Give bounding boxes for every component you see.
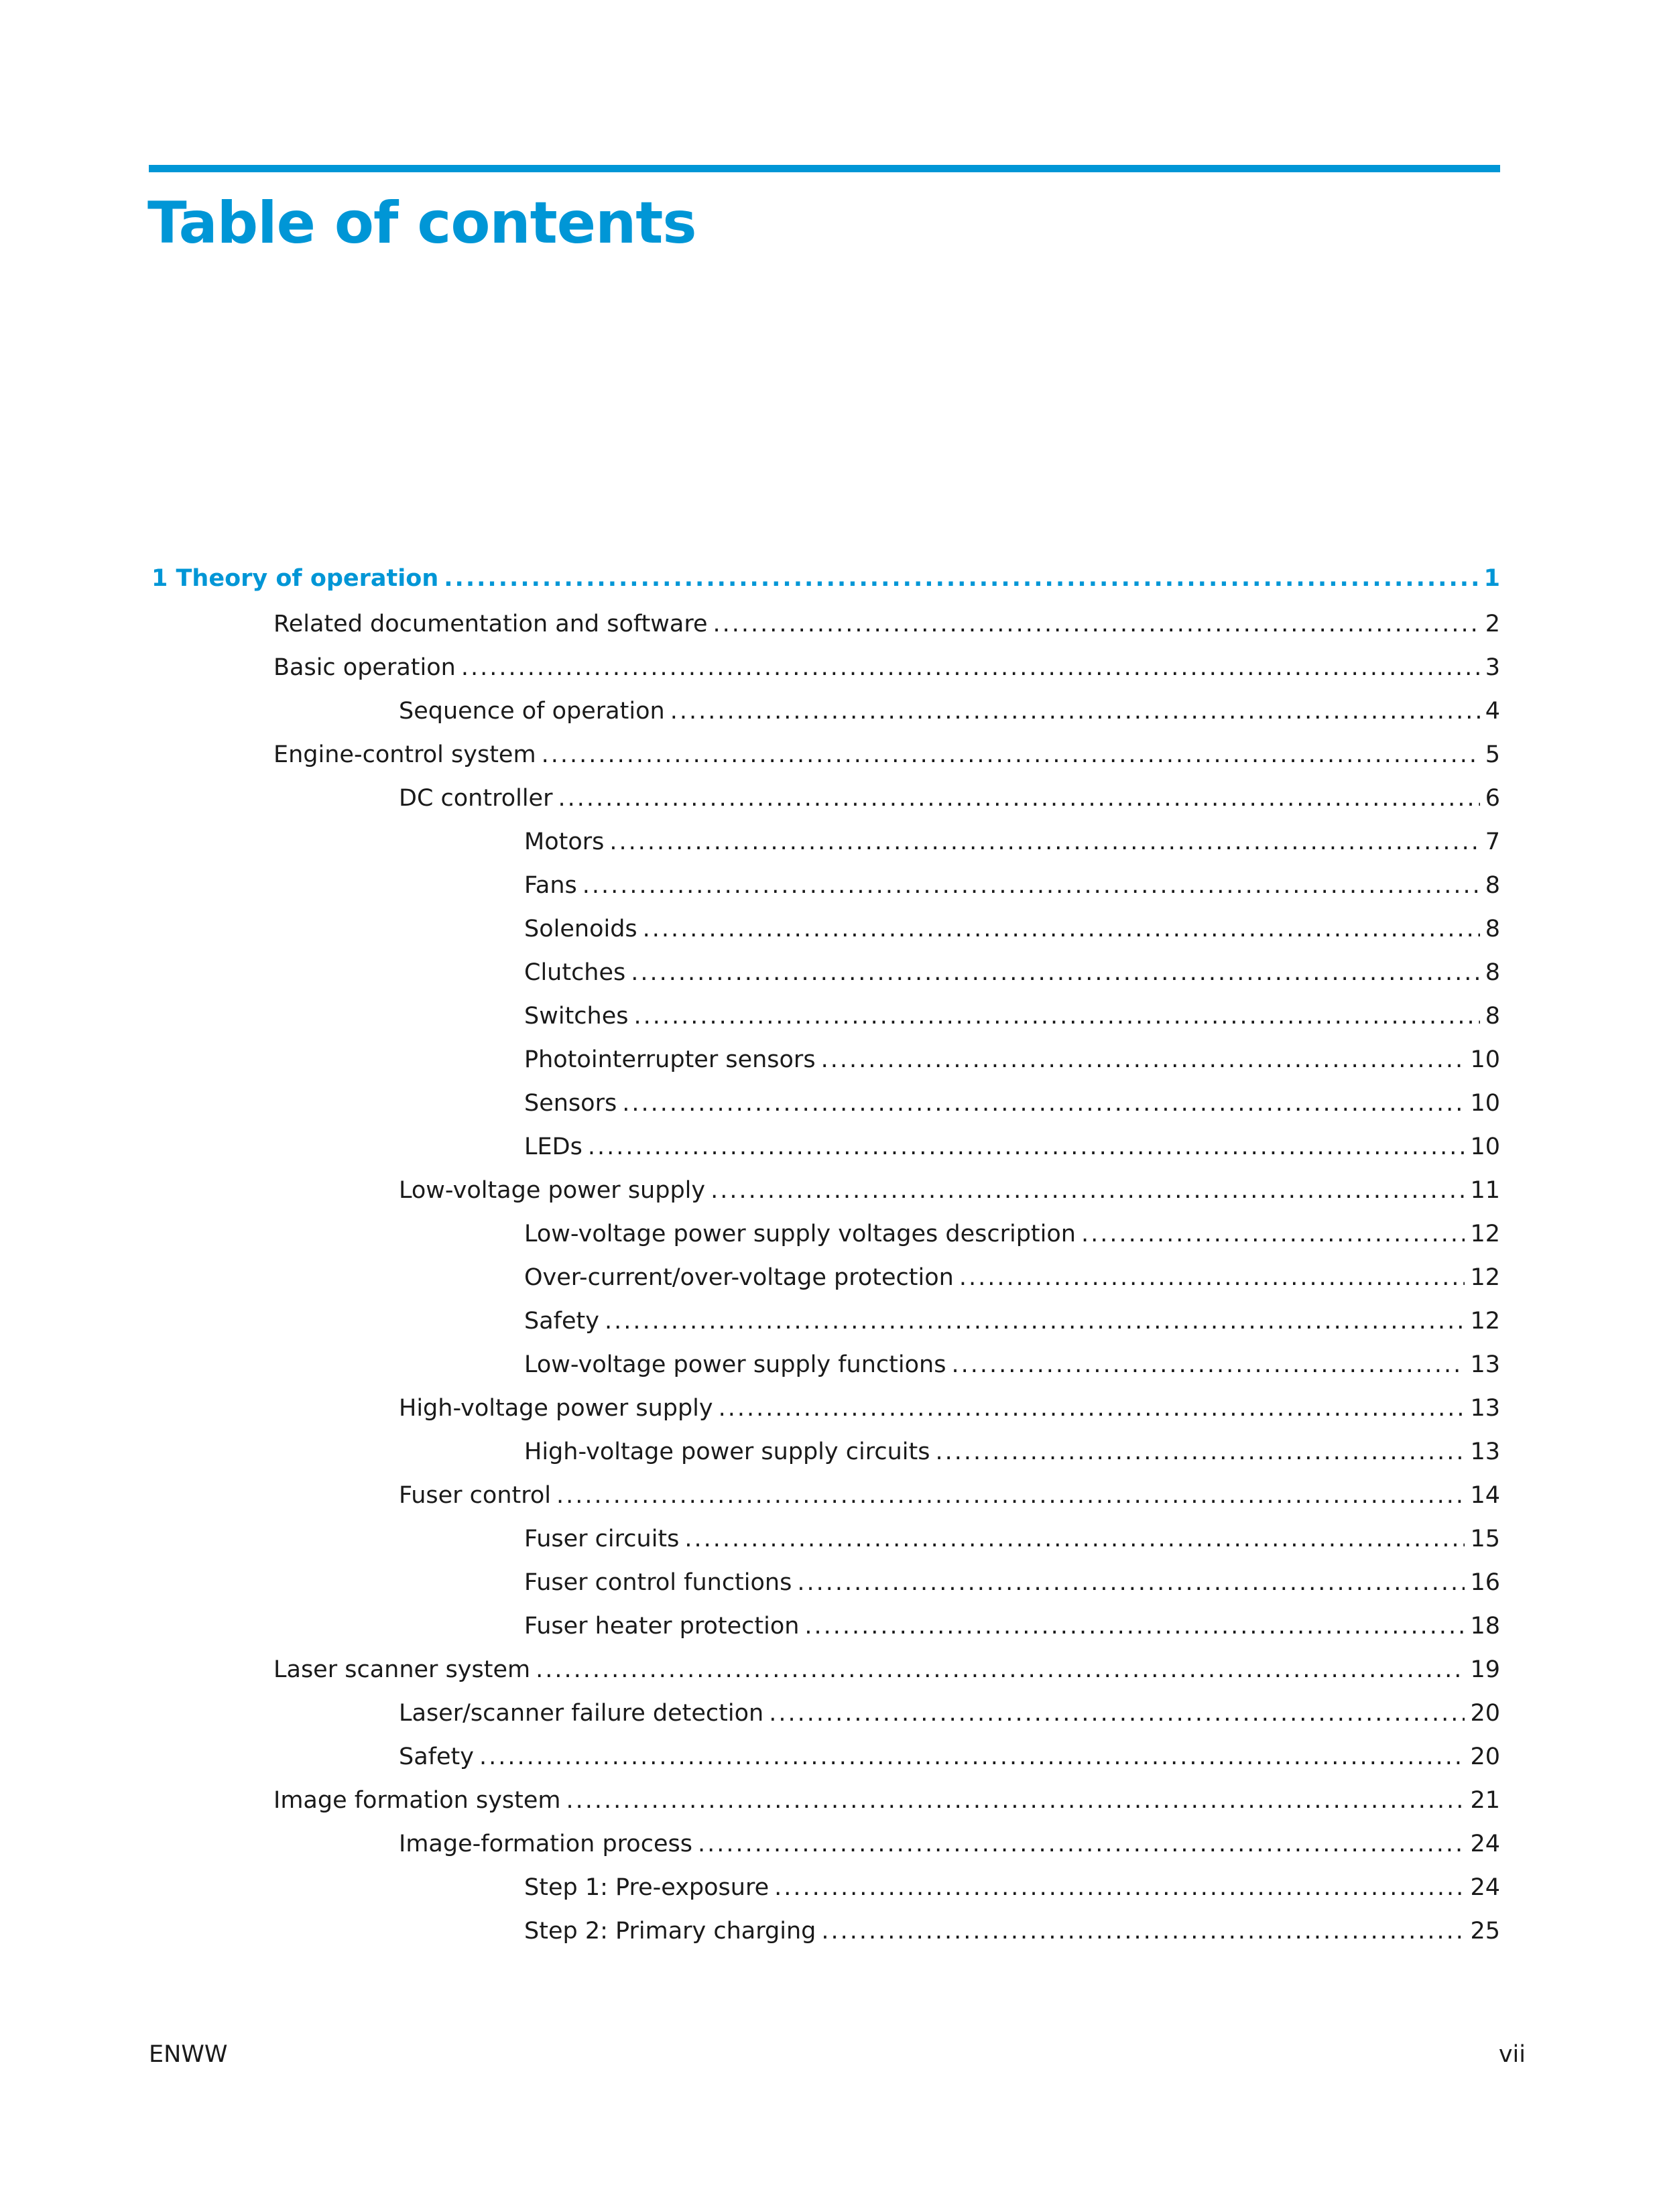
toc-entry[interactable] — [399, 1479, 1500, 1512]
dot-leader — [536, 1653, 1465, 1686]
toc-entry[interactable] — [524, 1435, 1500, 1469]
toc-entry-page: 19 — [1470, 1656, 1500, 1683]
toc-entry-page: 12 — [1470, 1221, 1500, 1247]
toc-entry[interactable] — [524, 1566, 1500, 1599]
toc-entry-page: 16 — [1470, 1569, 1500, 1596]
toc-entry-title: Basic operation — [273, 654, 456, 681]
toc-entry-page: 25 — [1470, 1918, 1500, 1945]
toc-entry-title: Engine-control system — [273, 741, 536, 768]
dot-leader — [631, 956, 1479, 989]
toc-entry[interactable] — [524, 1871, 1500, 1904]
dot-leader — [698, 1827, 1465, 1861]
toc-entry-title: Switches — [524, 1003, 629, 1030]
toc-entry-page: 8 — [1485, 916, 1500, 942]
toc-entry-title: Fuser heater protection — [524, 1613, 800, 1640]
dot-leader — [959, 1261, 1465, 1294]
toc-entry[interactable] — [399, 1827, 1500, 1861]
dot-leader — [774, 1871, 1465, 1904]
toc-entry-page: 5 — [1485, 741, 1500, 768]
toc-entry[interactable] — [399, 1740, 1500, 1774]
toc-entry-title: Low-voltage power supply — [399, 1177, 706, 1204]
toc-entry[interactable] — [524, 1609, 1500, 1643]
dot-leader — [444, 562, 1478, 595]
dot-leader — [556, 1479, 1465, 1512]
toc-entry-page: 24 — [1470, 1831, 1500, 1857]
toc-entry-title: Over-current/over-voltage protection — [524, 1264, 954, 1291]
dot-leader — [479, 1740, 1465, 1774]
toc-entry[interactable] — [524, 912, 1500, 946]
dot-leader — [566, 1784, 1465, 1817]
toc-entry[interactable] — [273, 1784, 1500, 1817]
toc-entry-page: 2 — [1485, 611, 1500, 637]
toc-entry-title: Image formation system — [273, 1787, 561, 1814]
toc-entry-page: 10 — [1470, 1133, 1500, 1160]
dot-leader — [633, 999, 1479, 1033]
toc-entry[interactable] — [273, 738, 1500, 772]
toc-chapter-entry[interactable] — [149, 562, 1500, 595]
toc-entry-title: Laser scanner system — [273, 1656, 531, 1683]
dot-leader — [622, 1087, 1465, 1120]
page-number: vii — [1498, 2041, 1526, 2068]
toc-entry-page: 7 — [1485, 828, 1500, 855]
toc-entry-title: Sequence of operation — [399, 698, 665, 725]
toc-entry-title: Image-formation process — [399, 1831, 692, 1857]
dot-leader — [821, 1914, 1465, 1948]
toc-entry-title: Fuser control — [399, 1482, 552, 1509]
dot-leader — [713, 607, 1480, 641]
dot-leader — [711, 1174, 1465, 1207]
toc-entry-title: Solenoids — [524, 916, 637, 942]
toc-entry-page: 20 — [1470, 1743, 1500, 1770]
toc-entry-page: 13 — [1470, 1438, 1500, 1465]
toc-entry[interactable] — [524, 1130, 1500, 1164]
toc-entry-title: Related documentation and software — [273, 611, 708, 637]
toc-entry-title: Safety — [399, 1743, 474, 1770]
toc-entry-title: Fans — [524, 872, 577, 899]
toc-entry-page: 12 — [1470, 1308, 1500, 1335]
toc-entry[interactable] — [524, 1043, 1500, 1077]
toc-entry[interactable] — [524, 869, 1500, 902]
toc-entry-title: Low-voltage power supply voltages description — [524, 1221, 1076, 1247]
toc-entry-page: 14 — [1470, 1482, 1500, 1509]
dot-leader — [1081, 1217, 1465, 1251]
toc-entry-page: 8 — [1485, 959, 1500, 986]
toc-entry[interactable] — [524, 1914, 1500, 1948]
toc-entry[interactable] — [399, 1392, 1500, 1425]
toc-entry-title: Step 1: Pre-exposure — [524, 1874, 770, 1901]
toc-entry[interactable] — [524, 825, 1500, 859]
toc-entry-title: 1 Theory of operation — [151, 565, 439, 592]
toc-entry-title: Motors — [524, 828, 605, 855]
toc-entry-title: High-voltage power supply circuits — [524, 1438, 930, 1465]
toc-entry-page: 13 — [1470, 1395, 1500, 1422]
toc-entry-title: Fuser circuits — [524, 1526, 680, 1552]
dot-leader — [821, 1043, 1465, 1077]
toc-entry[interactable] — [399, 1697, 1500, 1730]
toc-entry-title: Photointerrupter sensors — [524, 1046, 816, 1073]
toc-entry[interactable] — [273, 651, 1500, 684]
dot-leader — [582, 869, 1480, 902]
toc-entry-page: 24 — [1470, 1874, 1500, 1901]
toc-entry-page: 3 — [1485, 654, 1500, 681]
toc-entry-page: 15 — [1470, 1526, 1500, 1552]
toc-entry[interactable] — [524, 1304, 1500, 1338]
toc-entry[interactable] — [399, 782, 1500, 815]
toc-entry-title: Sensors — [524, 1090, 617, 1117]
toc-entry-title: Step 2: Primary charging — [524, 1918, 816, 1945]
toc-entry[interactable] — [399, 1174, 1500, 1207]
toc-entry[interactable] — [273, 607, 1500, 641]
toc-entry-page: 21 — [1470, 1787, 1500, 1814]
dot-leader — [935, 1435, 1465, 1469]
toc-entry-title: Laser/scanner failure detection — [399, 1700, 764, 1727]
dot-leader — [804, 1609, 1465, 1643]
dot-leader — [797, 1566, 1465, 1599]
toc-entry[interactable] — [524, 1087, 1500, 1120]
toc-entry-page: 18 — [1470, 1613, 1500, 1640]
table-of-contents — [149, 0, 1500, 2212]
toc-entry-page: 6 — [1485, 785, 1500, 812]
toc-entry[interactable] — [399, 694, 1500, 728]
toc-entry[interactable] — [524, 1261, 1500, 1294]
footer-label: ENWW — [149, 2041, 228, 2068]
toc-entry-title: LEDs — [524, 1133, 582, 1160]
dot-leader — [605, 1304, 1465, 1338]
toc-entry-title: Safety — [524, 1308, 599, 1335]
dot-leader — [951, 1348, 1465, 1381]
toc-entry-title: DC controller — [399, 785, 553, 812]
dot-leader — [643, 912, 1480, 946]
toc-entry-page: 4 — [1485, 698, 1500, 725]
toc-entry[interactable] — [273, 1653, 1500, 1686]
toc-entry[interactable] — [524, 1217, 1500, 1251]
dot-leader — [461, 651, 1480, 684]
page-title: Table of contents — [147, 190, 696, 257]
toc-entry-title: Fuser control functions — [524, 1569, 792, 1596]
dot-leader — [542, 738, 1480, 772]
toc-entry-page: 12 — [1470, 1264, 1500, 1291]
toc-entry-page: 10 — [1470, 1046, 1500, 1073]
toc-entry-page: 1 — [1483, 565, 1500, 592]
toc-entry-title: Clutches — [524, 959, 626, 986]
toc-entry[interactable] — [524, 1522, 1500, 1556]
toc-entry[interactable] — [524, 999, 1500, 1033]
dot-leader — [769, 1697, 1465, 1730]
dot-leader — [684, 1522, 1465, 1556]
dot-leader — [670, 694, 1480, 728]
toc-entry-title: Low-voltage power supply functions — [524, 1351, 946, 1378]
toc-entry-page: 10 — [1470, 1090, 1500, 1117]
dot-leader — [558, 782, 1479, 815]
toc-entry[interactable] — [524, 1348, 1500, 1381]
toc-entry[interactable] — [524, 956, 1500, 989]
toc-entry-page: 13 — [1470, 1351, 1500, 1378]
toc-entry-page: 8 — [1485, 872, 1500, 899]
toc-entry-title: High-voltage power supply — [399, 1395, 713, 1422]
dot-leader — [609, 825, 1479, 859]
dot-leader — [588, 1130, 1465, 1164]
toc-entry-page: 20 — [1470, 1700, 1500, 1727]
toc-entry-page: 8 — [1485, 1003, 1500, 1030]
dot-leader — [719, 1392, 1465, 1425]
toc-entry-page: 11 — [1470, 1177, 1500, 1204]
